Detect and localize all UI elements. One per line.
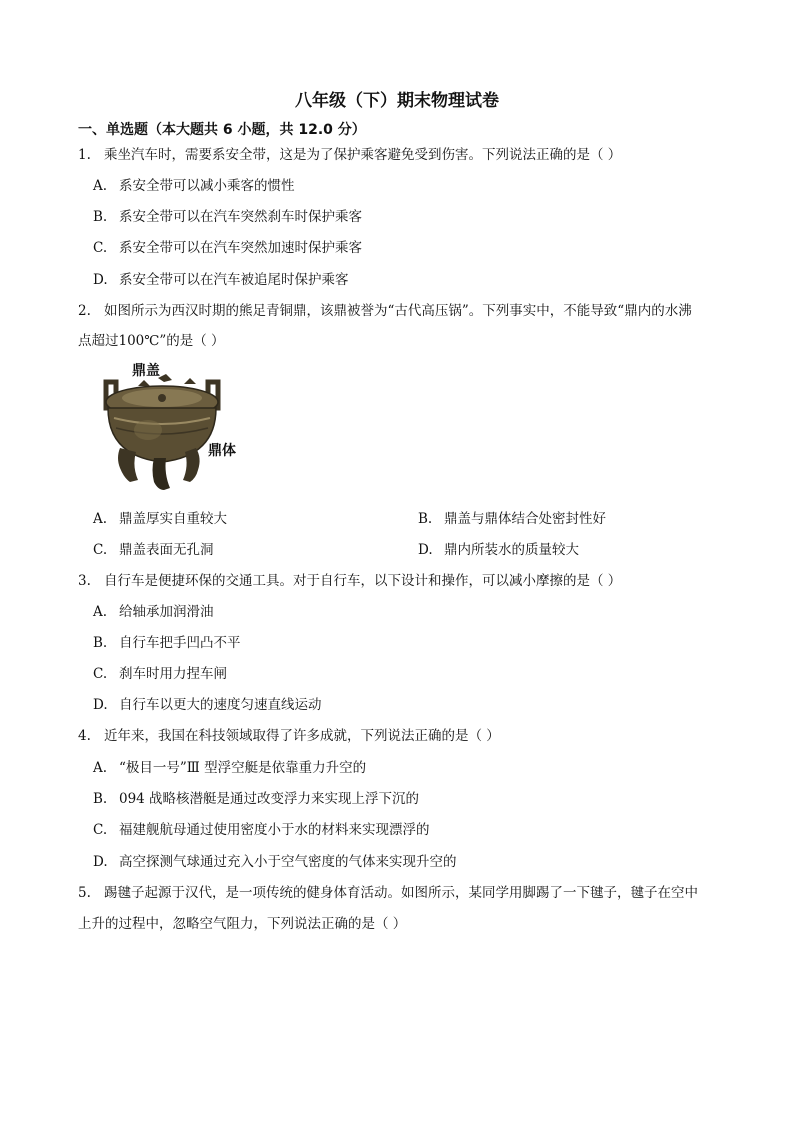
question-2-stem-cont: 点超过100℃”的是（ ） (78, 333, 225, 349)
q2-option-c[interactable] (93, 541, 214, 559)
option-text: 福建舰航母通过使用密度小于水的材料来实现漂浮的 (119, 822, 430, 838)
q3-option-a[interactable] (93, 603, 214, 621)
q4-option-c[interactable] (93, 821, 430, 839)
question-1-stem (78, 146, 621, 164)
question-5-stem-cont: 上升的过程中，忽略空气阻力，下列说法正确的是（ ） (78, 916, 407, 932)
option-text: 系安全带可以减小乘客的惯性 (119, 178, 295, 194)
question-3-stem (78, 572, 621, 590)
question-number: 5. (78, 885, 91, 901)
option-text: 自行车以更大的速度匀速直线运动 (119, 697, 322, 713)
option-text: 自行车把手凹凸不平 (119, 635, 241, 651)
figure-label-body: 鼎体 (208, 443, 236, 459)
q2-option-b[interactable] (418, 510, 606, 528)
q3-option-b[interactable] (93, 634, 241, 652)
option-letter: D. (93, 272, 108, 288)
option-text: 给轴承加润滑油 (119, 604, 214, 620)
option-letter: C. (93, 822, 108, 838)
option-letter: B. (93, 209, 108, 225)
figure-label-lid: 鼎盖 (132, 363, 160, 379)
option-text: 刹车时用力捏车闸 (119, 666, 227, 682)
option-letter: A. (93, 760, 108, 776)
option-text: 鼎内所装水的质量较大 (444, 542, 579, 558)
question-number: 3. (78, 573, 91, 589)
q1-option-a[interactable] (93, 177, 295, 195)
option-text: 系安全带可以在汽车突然刹车时保护乘客 (119, 209, 362, 225)
option-letter: D. (418, 542, 433, 558)
question-text: 自行车是便捷环保的交通工具。对于自行车，以下设计和操作，可以减小摩擦的是（ ） (104, 573, 622, 589)
question-number: 1. (78, 147, 91, 163)
option-letter: D. (93, 697, 108, 713)
option-letter: B. (93, 635, 108, 651)
question-2-stem (78, 302, 692, 320)
page-title: 八年级（下）期末物理试卷 (295, 91, 499, 111)
question-text: 如图所示为西汉时期的熊足青铜鼎，该鼎被誉为“古代高压锅”。下列事实中，不能导致“鼎内的水沸 (104, 303, 692, 319)
question-number: 4. (78, 728, 91, 744)
question-4-stem (78, 727, 500, 745)
q1-option-c[interactable] (93, 239, 362, 257)
option-letter: C. (93, 666, 108, 682)
option-text: 鼎盖厚实自重较大 (119, 511, 227, 527)
option-letter: B. (93, 791, 108, 807)
bronze-ding-icon (92, 360, 252, 500)
option-text: 094 战略核潜艇是通过改变浮力来实现上浮下沉的 (119, 791, 420, 807)
q4-option-b[interactable] (93, 790, 419, 808)
q3-option-d[interactable] (93, 696, 322, 714)
option-letter: B. (418, 511, 433, 527)
question-text: 乘坐汽车时，需要系安全带，这是为了保护乘客避免受到伤害。下列说法正确的是（ ） (104, 147, 622, 163)
q4-option-a[interactable] (93, 759, 366, 777)
option-letter: C. (93, 542, 108, 558)
option-letter: A. (93, 178, 108, 194)
option-text: 鼎盖表面无孔洞 (119, 542, 214, 558)
q1-option-b[interactable] (93, 208, 362, 226)
option-text: 系安全带可以在汽车被追尾时保护乘客 (119, 272, 349, 288)
q4-option-d[interactable] (93, 853, 457, 871)
q2-option-d[interactable] (418, 541, 579, 559)
q1-option-d[interactable] (93, 271, 349, 289)
option-letter: C. (93, 240, 108, 256)
question-number: 2. (78, 303, 91, 319)
option-letter: A. (93, 604, 108, 620)
option-text: “极目一号”Ⅲ 型浮空艇是依靠重力升空的 (119, 760, 367, 776)
option-text: 系安全带可以在汽车突然加速时保护乘客 (119, 240, 362, 256)
option-letter: A. (93, 511, 108, 527)
q2-option-a[interactable] (93, 510, 227, 528)
option-text: 高空探测气球通过充入小于空气密度的气体来实现升空的 (119, 854, 457, 870)
option-text: 鼎盖与鼎体结合处密封性好 (444, 511, 606, 527)
section-heading: 一、单选题（本大题共 6 小题，共 12.0 分） (78, 122, 366, 138)
bronze-ding-figure (92, 360, 252, 500)
option-letter: D. (93, 854, 108, 870)
question-5-stem (78, 884, 698, 902)
q3-option-c[interactable] (93, 665, 227, 683)
question-text: 踢毽子起源于汉代，是一项传统的健身体育活动。如图所示，某同学用脚踢了一下毽子，毽子在空中 (104, 885, 698, 901)
question-text: 近年来，我国在科技领域取得了许多成就，下列说法正确的是（ ） (104, 728, 500, 744)
